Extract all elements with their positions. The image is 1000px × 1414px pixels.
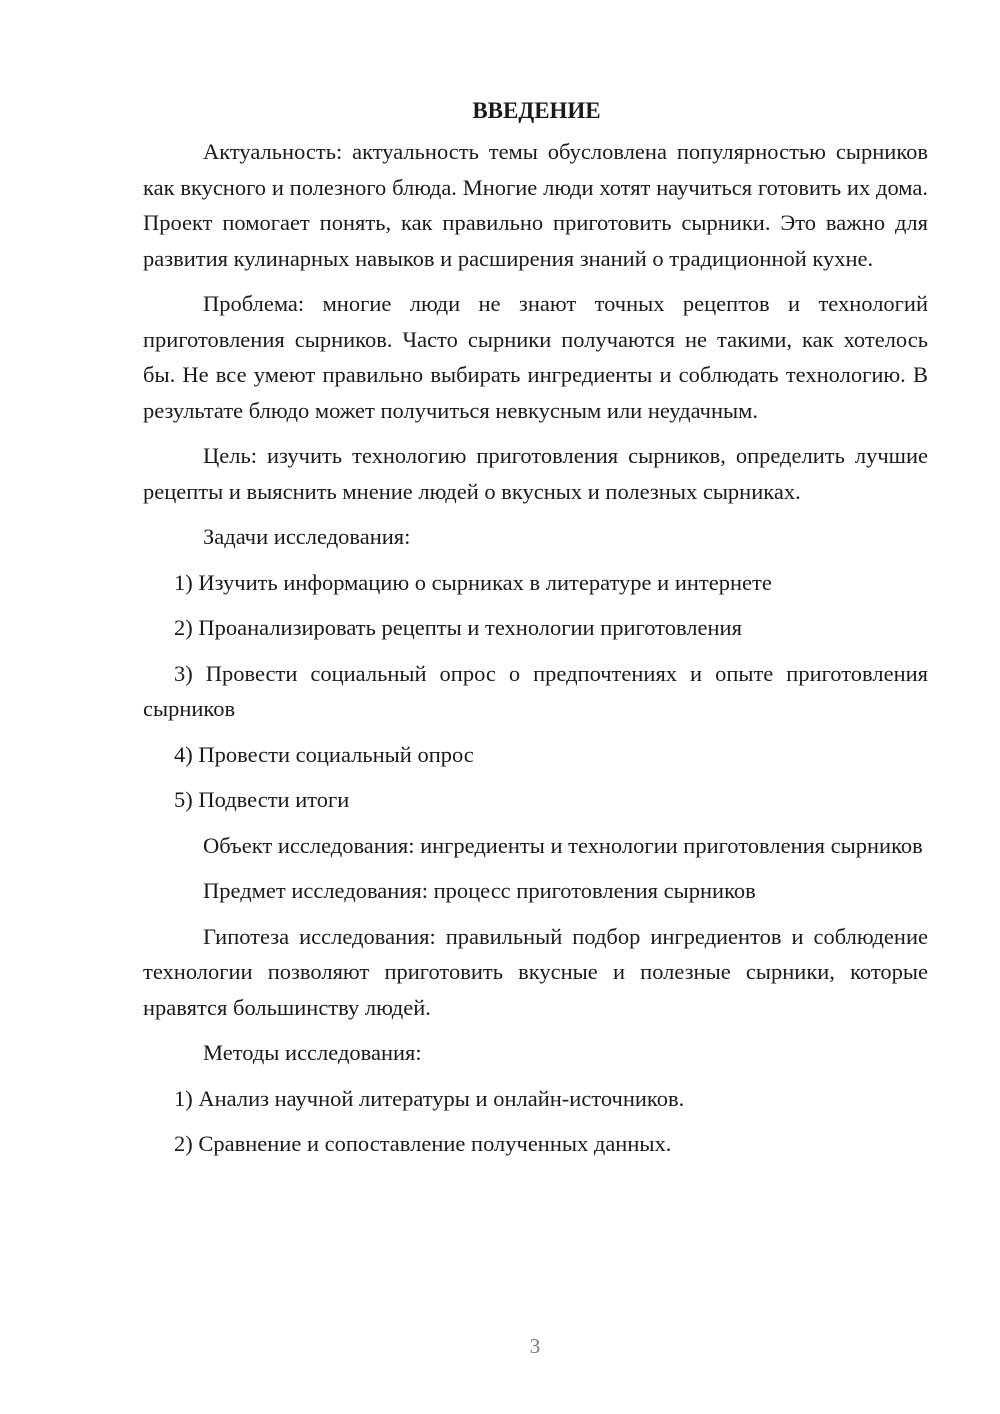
page-number: 3 (529, 1334, 541, 1358)
method-item-1: 1) Анализ научной литературы и онлайн-источников. (174, 1085, 685, 1111)
task-item-5: 5) Подвести итоги (174, 787, 350, 812)
task-item-3: 3) Провести социальный опрос о предпочтениях и опыте приготовления сырников (143, 660, 928, 721)
paragraph-tasks-heading: Задачи исследования: (203, 524, 411, 549)
task-item-1: 1) Изучить информацию о сырниках в литературе и интернете (174, 569, 772, 595)
paragraph-object: Объект исследования: ингредиенты и технологии приготовления сырников (203, 832, 923, 858)
paragraph-methods-heading: Методы исследования: (203, 1040, 422, 1065)
paragraph-goal: Цель: изучить технологию приготовления сырников, определить лучшие рецепты и выяснить мнение людей о вкусных и полезных сырниках. (143, 443, 928, 504)
task-item-4: 4) Провести социальный опрос (174, 741, 474, 767)
document-body (143, 94, 928, 1172)
section-title: ВВЕДЕНИЕ (472, 98, 601, 123)
paragraph-hypothesis: Гипотеза исследования: правильный подбор ингредиентов и соблюдение технологии позволяют приготовить вкусные и полезные сырники, которые нравятся большинству людей. (143, 923, 928, 1020)
method-item-2: 2) Сравнение и сопоставление полученных данных. (174, 1131, 672, 1156)
paragraph-subject: Предмет исследования: процесс приготовления сырников (203, 878, 756, 903)
paragraph-problem: Проблема: многие люди не знают точных рецептов и технологий приготовления сырников. Часто сырники получаются не такими, как хотелось бы. Не все умеют правильно выбирать ингредиенты и соблюдать технологию. В результате блюдо может получиться невкусным или неудачным. (143, 291, 928, 423)
paragraph-relevance: Актуальность: актуальность темы обусловлена популярностью сырников как вкусного и полезного блюда. Многие люди хотят научиться готовить их дома. Проект помогает понять, как правильно приготовить сырники. Это важно для развития кулинарных навыков и расширения знаний о традиционной кухне. (143, 139, 928, 271)
task-item-2: 2) Проанализировать рецепты и технологии приготовления (174, 615, 742, 640)
